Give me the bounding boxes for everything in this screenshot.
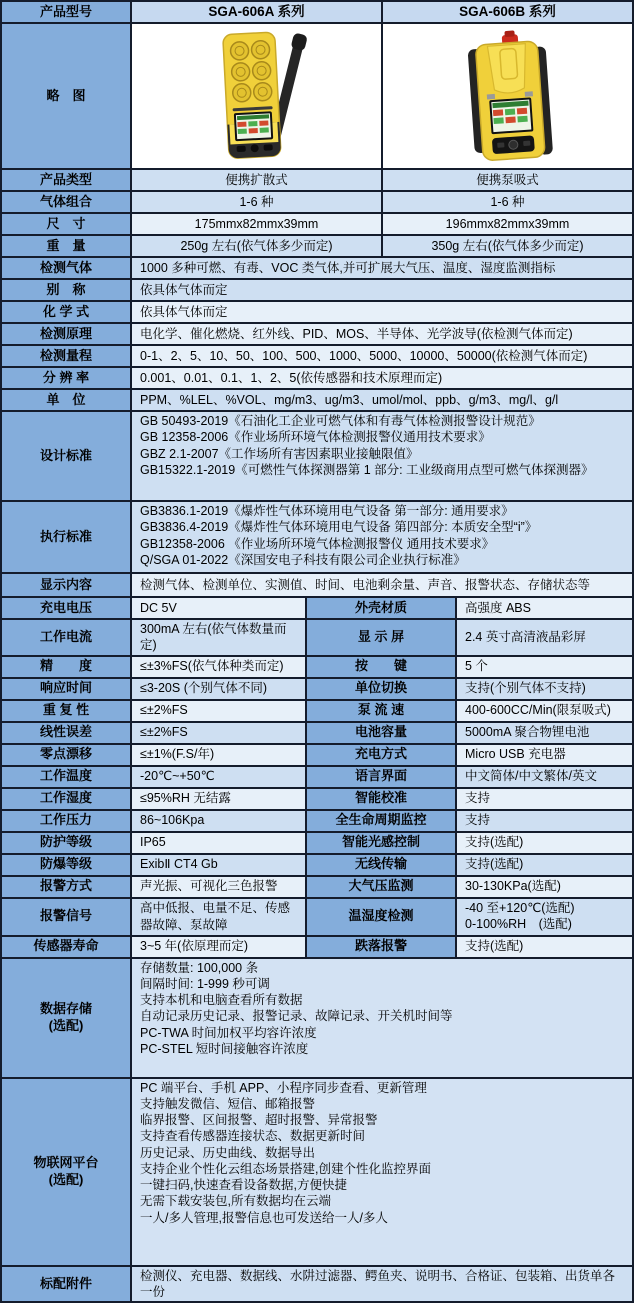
table-row-alarm-mode	[2, 877, 632, 899]
row-label: 电池容量	[307, 723, 457, 743]
table-row-linearity-error	[2, 723, 632, 745]
row-value: 检测气体、检测单位、实测值、时间、电池剩余量、声音、报警状态、存储状态等	[132, 574, 632, 596]
row-value: 高强度 ABS	[457, 598, 632, 618]
iot-feature-line: 支持触发微信、短信、邮箱报警	[140, 1096, 316, 1111]
row-label: 执行标准	[2, 502, 132, 572]
row-label: 智能光感控制	[307, 833, 457, 853]
table-row-zero-drift	[2, 745, 632, 767]
iot-feature-line: 历史记录、历史曲线、数据导出	[140, 1145, 316, 1160]
storage-feature-line: 间隔时间: 1-999 秒可调	[140, 976, 270, 991]
iot-feature-line: 一人/多人管理,报警信息也可发送给一人/多人	[140, 1210, 388, 1225]
table-row-protection-rating	[2, 833, 632, 855]
row-value: 支持(个别气体不支持)	[457, 679, 632, 699]
storage-feature-line: 自动记录历史记录、报警记录、故障记录、开关机时间等	[140, 1009, 453, 1024]
row-value: 中文简体/中文繁体/英文	[457, 767, 632, 787]
row-label: 检测量程	[2, 346, 132, 366]
storage-feature-line: 存储数量: 100,000 条	[140, 960, 259, 975]
table-row-charge-voltage	[2, 598, 632, 620]
row-label: 产品类型	[2, 170, 132, 190]
value-b: 196mmx82mmx39mm	[383, 214, 632, 234]
row-value: 支持	[457, 789, 632, 809]
iot-feature-line: PC 端平台、手机 APP、小程序同步查看、更新管理	[140, 1080, 427, 1095]
row-value: 86~106Kpa	[132, 811, 307, 831]
row-label: 线性误差	[2, 723, 132, 743]
row-label: 单 位	[2, 390, 132, 410]
table-row-weight	[2, 236, 632, 258]
table-row-gas-combination	[2, 192, 632, 214]
iot-feature-line: 临界报警、区间报警、超时报警、异常报警	[140, 1113, 378, 1127]
row-label	[2, 1079, 132, 1265]
iot-feature-line: 一键扫码,快速查看设备数据,方便快捷	[140, 1178, 347, 1192]
row-value: IP65	[132, 833, 307, 853]
row-label-line: (选配)	[48, 1017, 84, 1033]
table-row-accuracy	[2, 657, 632, 679]
table-row-working-temperature	[2, 767, 632, 789]
table-row-iot-platform	[2, 1079, 632, 1267]
row-value: 依具体气体而定	[132, 302, 632, 322]
row-value: ≤3-20S (个别气体不同)	[132, 679, 307, 699]
standard-line: GB3836.1-2019《爆炸性气体环境用电气设备 第一部分: 通用要求》	[140, 504, 514, 518]
row-value: ≤±3%FS(依气体种类而定)	[132, 657, 307, 677]
row-label: 零点漂移	[2, 745, 132, 765]
row-label: 分 辨 率	[2, 368, 132, 388]
value-line: 0-100%RH (选配)	[465, 916, 572, 931]
sketch-label: 略 图	[2, 24, 132, 168]
row-value: ExibⅡ CT4 Gb	[132, 855, 307, 875]
table-row-explosion-proof-rating	[2, 855, 632, 877]
value-b: 350g 左右(依气体多少而定)	[383, 236, 632, 256]
row-label: 报警信号	[2, 899, 132, 935]
standard-line: GB 50493-2019《石油化工企业可燃气体和有毒气体检测报警设计规范》	[140, 414, 541, 428]
table-row-detection-principle	[2, 324, 632, 346]
storage-feature-line: PC-TWA 时间加权平均容许浓度	[140, 1025, 317, 1040]
header-row	[2, 2, 632, 24]
row-label: 充电方式	[307, 745, 457, 765]
row-label: 大气压监测	[307, 877, 457, 897]
row-value: 依具体气体而定	[132, 280, 632, 300]
table-row-working-current	[2, 620, 632, 657]
row-value: 支持(选配)	[457, 833, 632, 853]
table-row-detection-range	[2, 346, 632, 368]
row-value: ≤±2%FS	[132, 723, 307, 743]
standard-line: GB15322.1-2019《可燃性气体探测器第 1 部分: 工业级商用点型可燃气体探测器》	[140, 462, 594, 477]
device-a-image	[132, 24, 383, 168]
row-label-line: (选配)	[48, 1171, 84, 1187]
row-value: 0-1、2、5、10、50、100、500、1000、5000、10000、50000(依检测气体而定)	[132, 346, 632, 366]
row-label: 检测原理	[2, 324, 132, 344]
row-value-multiline	[132, 959, 632, 1077]
row-label: 按 键	[307, 657, 457, 677]
value-a: 便携扩散式	[132, 170, 383, 190]
row-value: ≤±2%FS	[132, 701, 307, 721]
value-line: -40 至+120℃(选配)	[465, 900, 575, 915]
row-value: 支持	[457, 811, 632, 831]
row-value: 支持(选配)	[457, 937, 632, 957]
row-value: 支持(选配)	[457, 855, 632, 875]
row-label: 泵 流 速	[307, 701, 457, 721]
value-b: 便携泵吸式	[383, 170, 632, 190]
table-row-data-storage	[2, 959, 632, 1079]
row-label: 报警方式	[2, 877, 132, 897]
diffusion-detector-illustration	[162, 27, 352, 165]
row-label: 尺 寸	[2, 214, 132, 234]
row-value: 电化学、催化燃烧、红外线、PID、MOS、半导体、光学波导(依检测气体而定)	[132, 324, 632, 344]
row-label: 重 复 性	[2, 701, 132, 721]
pump-detector-illustration	[413, 27, 603, 165]
row-label: 工作电流	[2, 620, 132, 655]
value-a: 175mmx82mmx39mm	[132, 214, 383, 234]
row-label: 传感器寿命	[2, 937, 132, 957]
row-value: -20℃~+50℃	[132, 767, 307, 787]
row-label: 别 称	[2, 280, 132, 300]
sketch-row	[2, 24, 632, 170]
table-row-repeatability	[2, 701, 632, 723]
row-label: 检测气体	[2, 258, 132, 278]
row-label: 单位切换	[307, 679, 457, 699]
row-label: 显 示 屏	[307, 620, 457, 655]
row-label: 智能校准	[307, 789, 457, 809]
row-label: 化 学 式	[2, 302, 132, 322]
table-row-working-humidity	[2, 789, 632, 811]
standard-line: Q/SGA 01-2022《深国安电子科技有限公司企业执行标准》	[140, 552, 466, 567]
row-label: 语言界面	[307, 767, 457, 787]
table-row-sensor-life	[2, 937, 632, 959]
row-value: 高中低报、电量不足、传感器故障、泵故障	[132, 899, 307, 935]
row-value: 5000mA 聚合物锂电池	[457, 723, 632, 743]
standard-line: GB3836.4-2019《爆炸性气体环境用电气设备 第四部分: 本质安全型“i”》	[140, 520, 538, 535]
table-row-design-standards	[2, 412, 632, 502]
row-value: 30-130KPa(选配)	[457, 877, 632, 897]
row-label: 精 度	[2, 657, 132, 677]
row-label: 跌落报警	[307, 937, 457, 957]
device-b-image	[383, 24, 632, 168]
row-value: 0.001、0.01、0.1、1、2、5(依传感器和技术原理而定)	[132, 368, 632, 388]
table-row-display-content	[2, 574, 632, 598]
table-row-executive-standards	[2, 502, 632, 574]
value-a: 250g 左右(依气体多少而定)	[132, 236, 383, 256]
row-value: ≤95%RH 无结露	[132, 789, 307, 809]
row-label: 工作压力	[2, 811, 132, 831]
row-value-multiline	[132, 1079, 632, 1265]
row-value-multiline	[132, 412, 632, 500]
storage-feature-line: PC-STEL 短时间接触容许浓度	[140, 1041, 309, 1056]
row-value: PPM、%LEL、%VOL、mg/m3、ug/m3、umol/mol、ppb、g/m3、mg/l、g/l	[132, 390, 632, 410]
row-label: 响应时间	[2, 679, 132, 699]
header-label: 产品型号	[2, 2, 132, 22]
value-b: 1-6 种	[383, 192, 632, 212]
table-row-alarm-signal	[2, 899, 632, 937]
standard-line: GB 12358-2006《作业场所环境气体检测报警仪通用技术要求》	[140, 430, 491, 445]
value-a: 1-6 种	[132, 192, 383, 212]
table-row-product-type	[2, 170, 632, 192]
table-row-response-time	[2, 679, 632, 701]
row-label: 工作温度	[2, 767, 132, 787]
standard-line: GB12358-2006 《作业场所环境气体检测报警仪 通用技术要求》	[140, 536, 495, 551]
row-label-line: 数据存储	[39, 1001, 92, 1017]
row-value: Micro USB 充电器	[457, 745, 632, 765]
storage-feature-line: 支持本机和电脑查看所有数据	[140, 993, 303, 1007]
row-value: 检测仪、充电器、数据线、水阱过滤器、鳄鱼夹、说明书、合格证、包装箱、出货单各一份	[132, 1267, 632, 1302]
row-label: 显示内容	[2, 574, 132, 596]
row-label: 无线传输	[307, 855, 457, 875]
row-value-multiline	[457, 899, 632, 935]
table-row-resolution	[2, 368, 632, 390]
row-label: 防护等级	[2, 833, 132, 853]
row-label: 气体组合	[2, 192, 132, 212]
iot-feature-line: 支持企业个性化云组态场景搭建,创建个性化监控界面	[140, 1161, 431, 1176]
table-row-alias	[2, 280, 632, 302]
standard-line: GBZ 2.1-2007《工作场所有害因素职业接触限值》	[140, 446, 419, 461]
row-label	[2, 959, 132, 1077]
row-value: 声光振、可视化三色报警	[132, 877, 307, 897]
row-label: 防爆等级	[2, 855, 132, 875]
row-value: DC 5V	[132, 598, 307, 618]
row-value: 2.4 英寸高清液晶彩屏	[457, 620, 632, 655]
row-label: 重 量	[2, 236, 132, 256]
row-label: 温湿度检测	[307, 899, 457, 935]
table-row-units	[2, 390, 632, 412]
row-label: 全生命周期监控	[307, 811, 457, 831]
row-value: 3~5 年(依原理而定)	[132, 937, 307, 957]
row-value-multiline	[132, 502, 632, 572]
row-label: 标配附件	[2, 1267, 132, 1302]
row-value: ≤±1%(F.S/年)	[132, 745, 307, 765]
iot-feature-line: 支持查看传感器连接状态、数据更新时间	[140, 1129, 366, 1144]
row-value: 1000 多种可燃、有毒、VOC 类气体,并可扩展大气压、温度、湿度监测指标	[132, 258, 632, 278]
model-a-name: SGA-606A 系列	[132, 2, 383, 22]
row-label: 外壳材质	[307, 598, 457, 618]
row-label-line: 物联网平台	[33, 1155, 99, 1171]
table-row-working-pressure	[2, 811, 632, 833]
row-label: 设计标准	[2, 412, 132, 500]
table-row-detected-gases	[2, 258, 632, 280]
row-value: 400-600CC/Min(限泵吸式)	[457, 701, 632, 721]
model-b-name: SGA-606B 系列	[383, 2, 632, 22]
iot-feature-line: 无需下载安装包,所有数据均在云端	[140, 1194, 331, 1209]
table-row-dimensions	[2, 214, 632, 236]
table-row-chemical-formula	[2, 302, 632, 324]
row-value: 300mA 左右(依气体数量而定)	[132, 620, 307, 655]
row-label: 充电电压	[2, 598, 132, 618]
row-label: 工作湿度	[2, 789, 132, 809]
row-value: 5 个	[457, 657, 632, 677]
